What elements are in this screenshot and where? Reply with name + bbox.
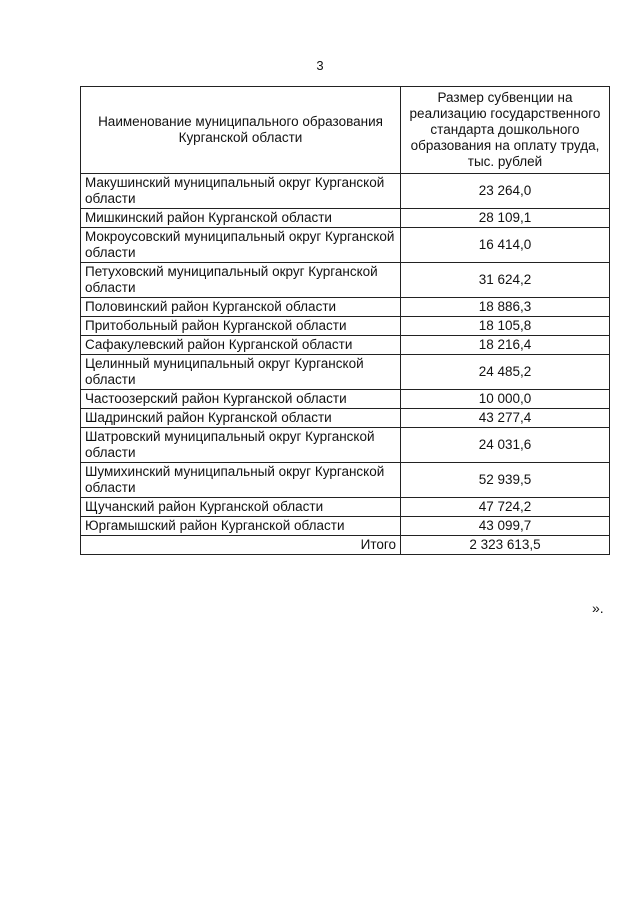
subvention-value: 28 109,1: [401, 209, 610, 228]
table-row: [81, 336, 610, 355]
table-row: [81, 409, 610, 428]
municipality-name: Мишкинский район Курганской области: [81, 209, 401, 228]
municipality-name: Юргамышский район Курганской области: [81, 517, 401, 536]
header-subvention: Размер субвенции на реализацию государственного стандарта дошкольного образования на оплату труда, тыс. рублей: [401, 87, 610, 174]
municipality-name: Шатровский муниципальный округ Курганской области: [81, 428, 401, 463]
total-label: Итого: [81, 536, 401, 555]
subvention-value: 18 216,4: [401, 336, 610, 355]
table-row: [81, 390, 610, 409]
table-row: [81, 355, 610, 390]
table-row: [81, 428, 610, 463]
closing-quote-mark: ».: [592, 600, 604, 616]
municipality-name: Шадринский район Курганской области: [81, 409, 401, 428]
municipality-name: Притобольный район Курганской области: [81, 317, 401, 336]
header-municipality: Наименование муниципального образования Курганской области: [81, 87, 401, 174]
subvention-value: 43 277,4: [401, 409, 610, 428]
subvention-value: 24 031,6: [401, 428, 610, 463]
municipality-name: Шумихинский муниципальный округ Курганской области: [81, 463, 401, 498]
subvention-table: [80, 86, 610, 555]
table-header-row: [81, 87, 610, 174]
subvention-value: 52 939,5: [401, 463, 610, 498]
subvention-value: 18 105,8: [401, 317, 610, 336]
municipality-name: Целинный муниципальный округ Курганской области: [81, 355, 401, 390]
subvention-value: 23 264,0: [401, 174, 610, 209]
table-row: [81, 463, 610, 498]
total-row: [81, 536, 610, 555]
municipality-name: Макушинский муниципальный округ Курганской области: [81, 174, 401, 209]
municipality-name: Половинский район Курганской области: [81, 298, 401, 317]
subvention-value: 10 000,0: [401, 390, 610, 409]
table-row: [81, 174, 610, 209]
municipality-name: Щучанский район Курганской области: [81, 498, 401, 517]
municipality-name: Частоозерский район Курганской области: [81, 390, 401, 409]
subvention-value: 24 485,2: [401, 355, 610, 390]
table-row: [81, 209, 610, 228]
table-row: [81, 228, 610, 263]
table-row: [81, 498, 610, 517]
municipality-name: Сафакулевский район Курганской области: [81, 336, 401, 355]
subvention-value: 47 724,2: [401, 498, 610, 517]
municipality-name: Петуховский муниципальный округ Курганской области: [81, 263, 401, 298]
table-row: [81, 263, 610, 298]
page-number: 3: [316, 58, 324, 73]
table-row: [81, 298, 610, 317]
subvention-value: 43 099,7: [401, 517, 610, 536]
total-value: 2 323 613,5: [401, 536, 610, 555]
subvention-value: 16 414,0: [401, 228, 610, 263]
subvention-value: 18 886,3: [401, 298, 610, 317]
table-row: [81, 317, 610, 336]
table-row: [81, 517, 610, 536]
municipality-name: Мокроусовский муниципальный округ Курганской области: [81, 228, 401, 263]
subvention-value: 31 624,2: [401, 263, 610, 298]
